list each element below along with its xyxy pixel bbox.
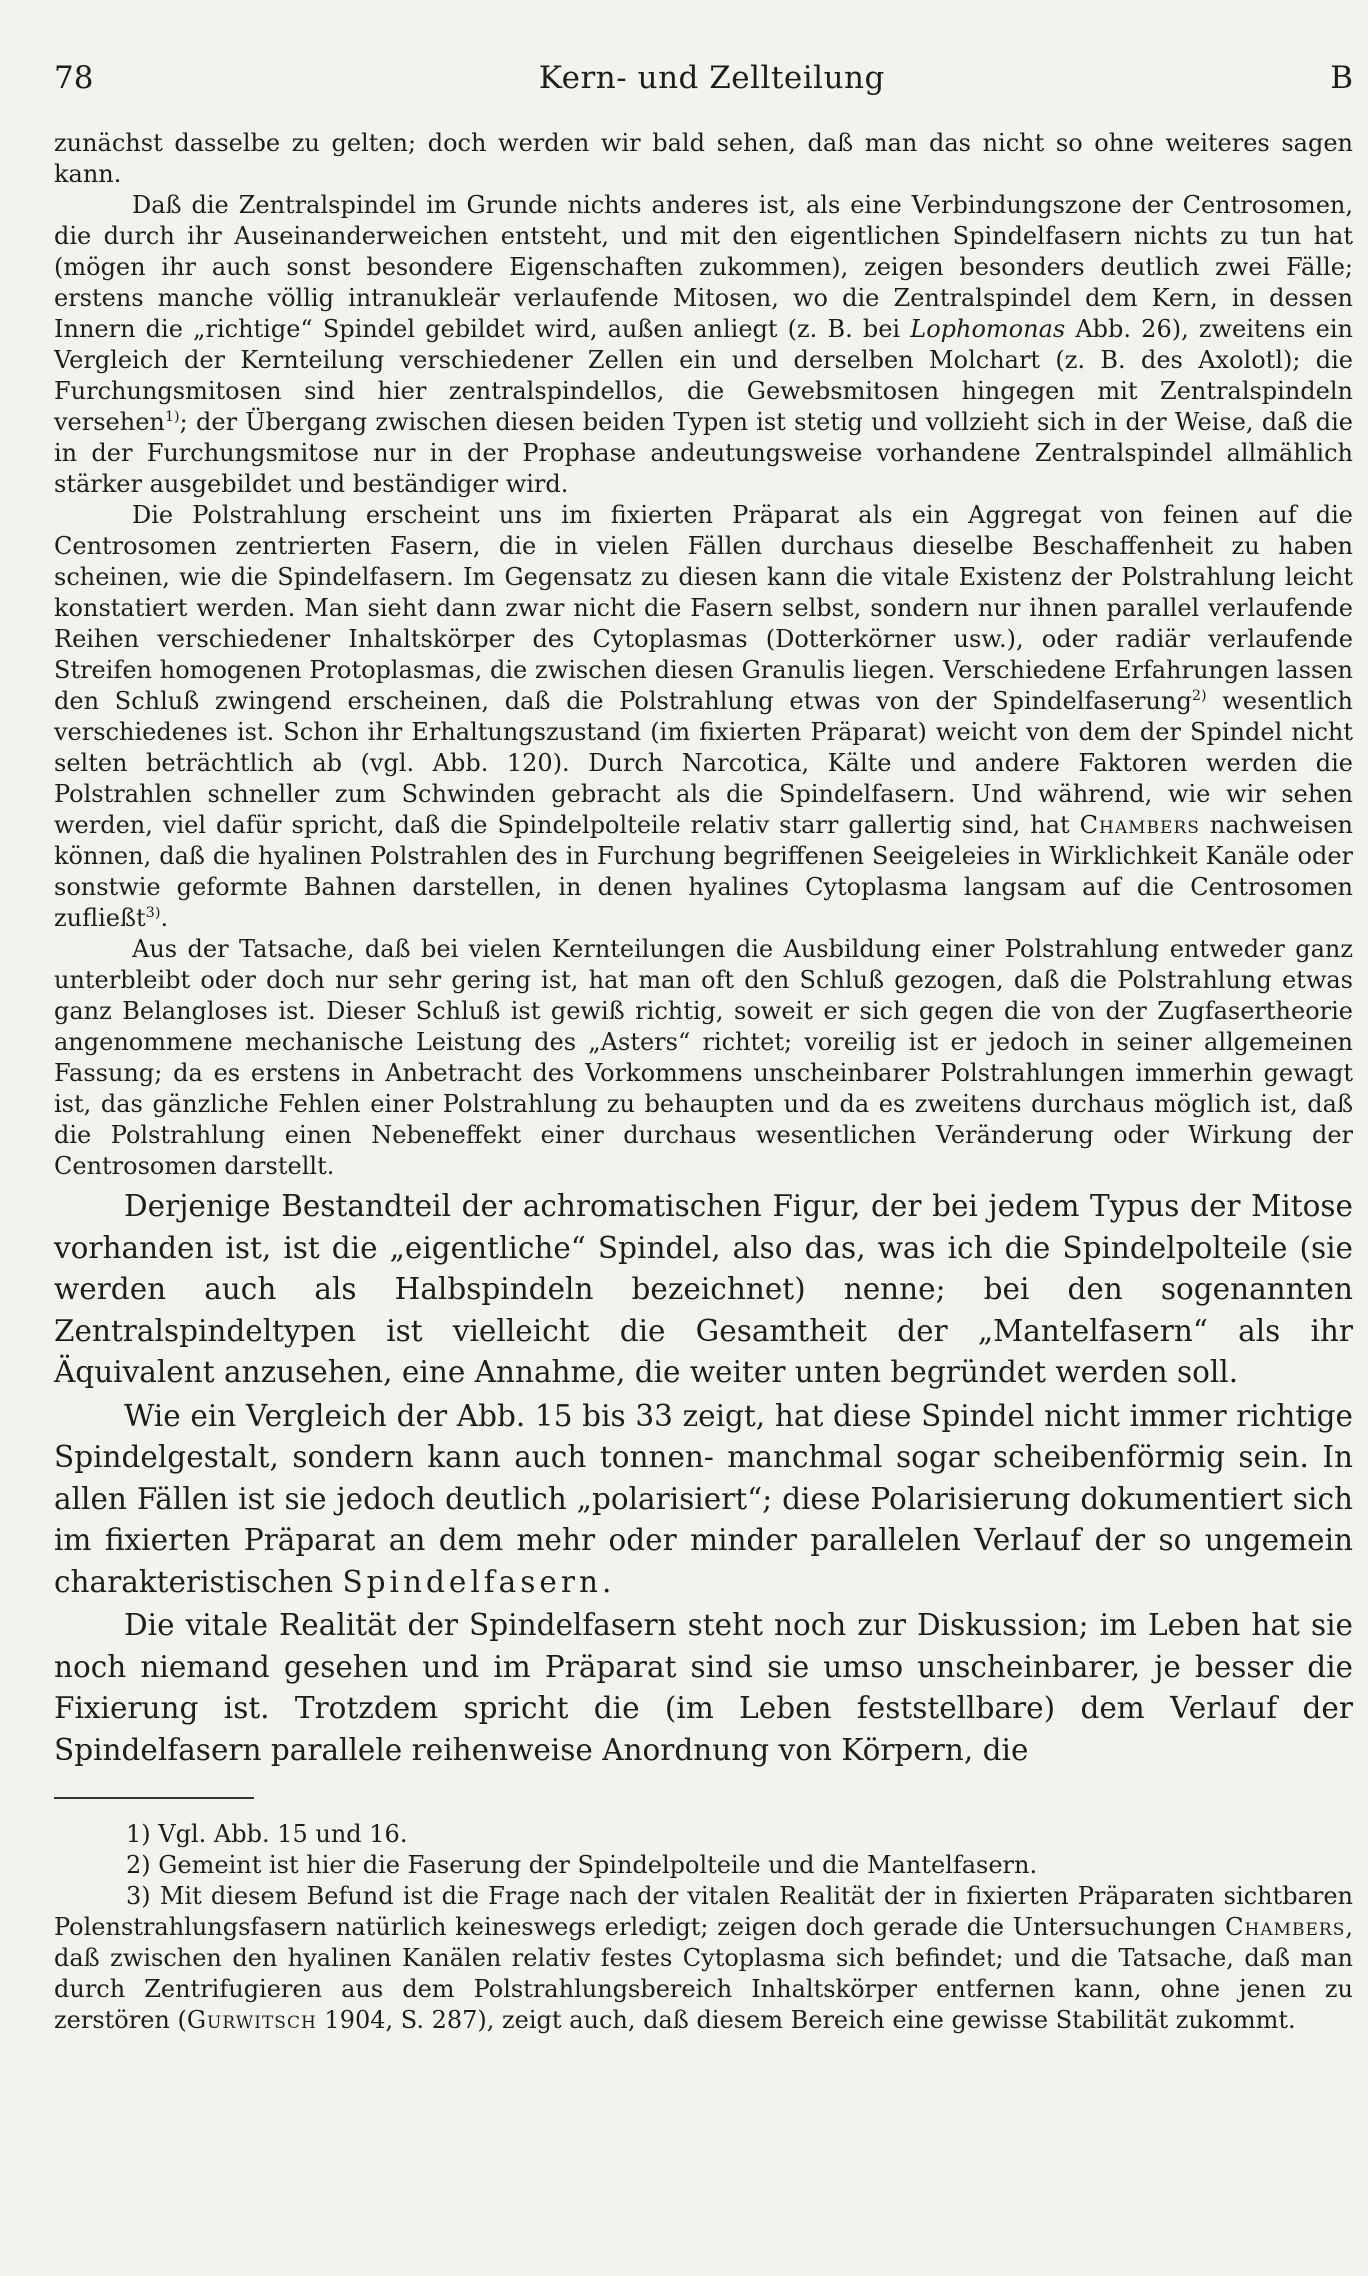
- author-name: Chambers: [1079, 811, 1200, 839]
- text-span: Daß die Zentralspindel im Grunde nichts anderes ist, als eine Verbindungszone der Centrosomen, die durch ihr Auseinanderweichen entsteht, und mit den eigentlichen Spindelfasern nichts zu tun hat (mögen ihr auch sonst besondere Eigenschaften zukommen), zeigen besonders deutlich zwei Fälle; erstens manche völlig intranukleär verlaufende Mitosen, wo die Zentralspindel dem Kern, in dessen Innern die „richtige“ Spindel gebildet wird, außen anliegt (z. B. bei: [54, 191, 1353, 343]
- footnote-3: [54, 1881, 1353, 2036]
- large-print-section: [54, 1186, 1353, 1771]
- paragraph-bestandteil: Derjenige Bestandteil der achromatischen Figur, der bei jedem Typus der Mitose vorhanden ist, ist die „eigentliche“ Spindel, also das, was ich die Spindelpolteile (sie werden auch als Halbspindeln bezeichnet) nenne; bei den sogenannten Zentralspindeltypen ist vielleicht die Gesamtheit der „Mantelfasern“ als ihr Äquivalent anzusehen, eine Annahme, die weiter unten begründet werden soll.: [54, 1189, 1353, 1389]
- text-span: 1904, S. 287), zeigt auch, daß diesem Bereich eine gewisse Stabilität zukommt.: [316, 2006, 1296, 2034]
- paragraph-polstrahlung: [54, 500, 1353, 934]
- text-span: Abb. 26), zweitens ein Vergleich der Kernteilung verschiedener Zellen ein und derselben Molchart (z. B. des Axolotl); die Furchungsmitosen sind hier zentralspindellos, die Gewebsmitosen hingegen mit Zentralspindeln versehen: [54, 315, 1354, 436]
- text-span: .: [160, 904, 169, 932]
- footnote-ref-3: 3): [145, 905, 161, 921]
- footnotes: [54, 1819, 1353, 2036]
- text-span: wesentlich verschiedenes ist. Schon ihr Erhaltungszustand (im fixierten Präparat) weicht von dem der Spindel nicht selten beträchtlich ab (vgl. Abb. 120). Durch Narcotica, Kälte und andere Faktoren werden die Polstrahlen schneller zum Schwinden gebracht als die Spindelfasern. Und während, wie wir sehen werden, viel dafür spricht, daß die Spindelpolteile relativ starr gallertig sind, hat: [54, 687, 1353, 839]
- page-number: 78: [54, 60, 94, 96]
- paragraph-continuation: zunächst dasselbe zu gelten; doch werden wir bald sehen, daß man das nicht so ohne weiteres sagen kann.: [54, 129, 1353, 188]
- italic-genus: Lophomonas: [910, 315, 1066, 343]
- footnote-rule: [54, 1797, 254, 1799]
- running-title: Kern- und Zellteilung: [538, 60, 885, 96]
- text-span: 3) Mit diesem Befund ist die Frage nach der vitalen Realität der in fixierten Präparaten sichtbaren Polenstrahlungsfasern natürlich keineswegs erledigt; zeigen doch gerade die Untersuchungen: [54, 1882, 1353, 1941]
- footnote-ref-1: 1): [164, 409, 180, 425]
- text-span: .: [601, 1564, 612, 1599]
- paragraph-vitale-realitaet: Die vitale Realität der Spindelfasern steht noch zur Diskussion; im Leben hat sie noch niemand gesehen und im Präparat sind sie umso unscheinbarer, je besser die Fixierung ist. Trotzdem spricht die (im Leben feststellbare) dem Verlauf der Spindelfasern parallele reihenweise Anordnung von Körpern, die: [54, 1608, 1353, 1767]
- running-header: [54, 60, 1353, 96]
- text-span: Die Polstrahlung erscheint uns im fixierten Präparat als ein Aggregat von feinen auf die Centrosomen zentrierten Fasern, die in vielen Fällen durchaus dieselbe Beschaffenheit zu haben scheinen, wie die Spindelfasern. Im Gegensatz zu diesen kann die vitale Existenz der Polstrahlung leicht konstatiert werden. Man sieht dann zwar nicht die Fasern selbst, sondern nur ihnen parallel verlaufende Reihen verschiedener Inhaltskörper des Cytoplasmas (Dotterkörner usw.), oder radiär verlaufende Streifen homogenen Protoplasmas, die zwischen diesen Granulis liegen. Verschiedene Erfahrungen lassen den Schluß zwingend erscheinen, daß die Polstrahlung etwas von der Spindelfaserung: [54, 501, 1353, 715]
- text-span: nachweisen können, daß die hyalinen Polstrahlen des in Furchung begriffenen Seeigeleies in Wirklichkeit Kanäle oder sonstwie geformte Bahnen darstellen, in denen hyalines Cytoplasma langsam auf die Centrosomen zufließt: [54, 811, 1353, 932]
- author-name: Gurwitsch: [186, 2006, 317, 2034]
- footnote-1: 1) Vgl. Abb. 15 und 16.: [126, 1820, 408, 1848]
- paragraph-vergleich: [54, 1396, 1353, 1604]
- text-span: , daß zwischen den hyalinen Kanälen relativ festes Cytoplasma sich befindet; und die Tatsache, daß man durch Zentrifugieren aus dem Polstrahlungsbereich Inhaltskörper entfernen kann, ohne jenen zu zerstören (: [54, 1913, 1353, 2034]
- paragraph-tatsache: Aus der Tatsache, daß bei vielen Kernteilungen die Ausbildung einer Polstrahlung entweder ganz unterbleibt oder doch nur sehr gering ist, hat man oft den Schluß gezogen, daß die Polstrahlung etwas ganz Belangloses ist. Dieser Schluß ist gewiß richtig, soweit er sich gegen die von der Zugfasertheorie angenommene mechanische Leistung des „Asters“ richtet; voreilig ist er jedoch in seiner allgemeinen Fassung; da es erstens in Anbetracht des Vorkommens unscheinbarer Polstrahlungen immerhin gewagt ist, das gänzliche Fehlen einer Polstrahlung zu behaupten und da es zweitens durchaus möglich ist, daß die Polstrahlung einen Nebeneffekt einer durchaus wesentlichen Veränderung oder Wirkung der Centrosomen darstellt.: [54, 935, 1353, 1180]
- footnote-2: 2) Gemeint ist hier die Faserung der Spindelpolteile und die Mantelfasern.: [126, 1851, 1038, 1879]
- small-print-section: [54, 128, 1353, 1182]
- text-span: ; der Übergang zwischen diesen beiden Typen ist stetig und vollzieht sich in der Weise, daß die in der Furchungsmitose nur in der Prophase andeutungsweise vorhandene Zentralspindel allmählich stärker ausgebildet und beständiger wird.: [54, 408, 1353, 498]
- spaced-term: Spindelfasern: [342, 1564, 602, 1599]
- section-letter: B: [1330, 60, 1353, 96]
- author-name: Chambers: [1225, 1913, 1346, 1941]
- paragraph-zentralspindel: [54, 190, 1353, 500]
- footnote-ref-2: 2): [1191, 688, 1207, 704]
- text-span: Wie ein Vergleich der Abb. 15 bis 33 zeigt, hat diese Spindel nicht immer richtige Spindelgestalt, sondern kann auch tonnen- manchmal sogar scheibenförmig sein. In allen Fällen ist sie jedoch deutlich „polarisiert“; diese Polarisierung dokumentiert sich im fixierten Präparat an dem mehr oder minder parallelen Verlauf der so ungemein charakteristischen: [54, 1398, 1353, 1599]
